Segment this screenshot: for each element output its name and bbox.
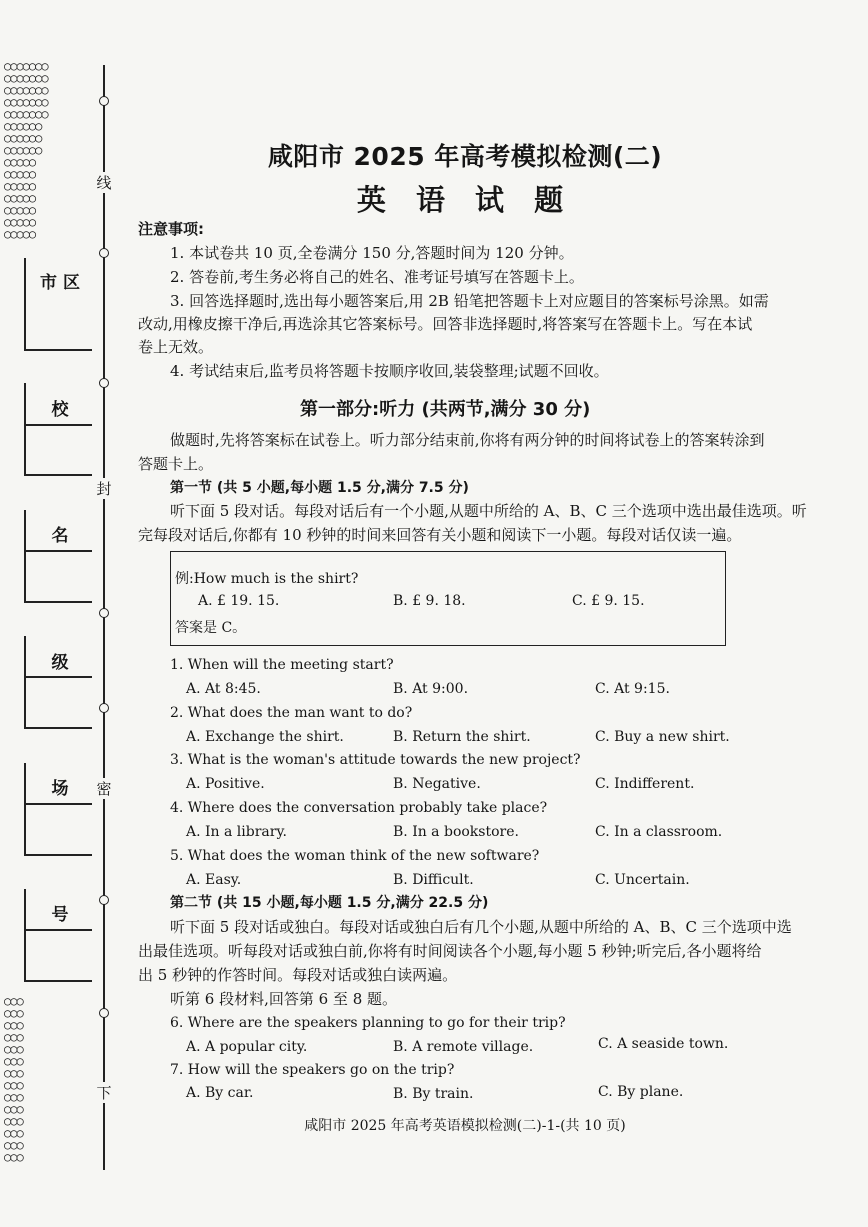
question-stem: 5. What does the woman think of the new software? [170,848,540,864]
binding-char: 下 [94,1082,114,1103]
section2-heading: 第二节 (共 15 小题,每小题 1.5 分,满分 22.5 分) [170,895,489,911]
option-a[interactable]: A. In a library. [186,824,287,840]
field-name-label: 名 [51,526,69,546]
exam-subtitle: 英 语 试 题 [356,183,574,217]
example-option-a: A. £ 19. 15. [198,593,280,609]
option-a[interactable]: A. By car. [186,1085,254,1101]
option-a[interactable]: A. Exchange the shirt. [186,729,344,745]
notice-item: 4. 考试结束后,监考员将答题卡按顺序收回,装袋整理;试题不回收。 [170,362,609,380]
perforation-dots-top: ○○○○○○○ ○○○○○○○ ○○○○○○○ ○○○○○○○ ○○○○○○○ ○○○○○○ ○○○○○○ ○○○○○○ ○○○○○ ○○○○○ ○○○○○ ○○○○○ ○○○○○ ○○○○○ ○○○○○ [4,59,48,241]
question-stem: 2. What does the man want to do? [170,705,413,721]
field-name-line[interactable] [24,550,92,552]
option-c[interactable]: C. By plane. [598,1084,684,1100]
field-number-line[interactable] [24,980,92,982]
part1-intro: 做题时,先将答案标在试卷上。听力部分结束前,你将有两分钟的时间将试卷上的答案转涂到 [170,431,765,449]
field-room-line[interactable] [24,803,92,805]
option-b[interactable]: B. Difficult. [393,872,474,888]
option-c[interactable]: C. At 9:15. [595,681,670,697]
part1-intro: 答题卡上。 [138,455,214,473]
section1-intro: 听下面 5 段对话。每段对话后有一个小题,从题中所给的 A、B、C 三个选项中选出最佳选项。听 [170,502,807,520]
notice-item: 1. 本试卷共 10 页,全卷满分 150 分,答题时间为 120 分钟。 [170,244,574,262]
binding-char: 密 [94,778,114,799]
option-a[interactable]: A. Positive. [186,776,265,792]
binding-circle [99,378,109,388]
option-a[interactable]: A. Easy. [186,872,242,888]
field-school-line[interactable] [24,424,92,426]
field-number-line[interactable] [24,929,92,931]
binding-circle [99,96,109,106]
binding-circle [99,895,109,905]
option-b[interactable]: B. At 9:00. [393,681,469,697]
section2-intro: 听下面 5 段对话或独白。每段对话或独白后有几个小题,从题中所给的 A、B、C 三个选项中选 [170,918,792,936]
option-b[interactable]: B. Negative. [393,776,481,792]
example-option-c: C. £ 9. 15. [572,593,645,609]
option-b[interactable]: B. By train. [393,1086,474,1102]
section2-intro: 出最佳选项。听每段对话或独白前,你将有时间阅读各个小题,每小题 5 秒钟;听完后,各小题将给 [138,942,762,960]
field-name-line[interactable] [24,601,92,603]
option-c[interactable]: C. Buy a new shirt. [595,729,730,745]
question-stem: 1. When will the meeting start? [170,657,394,673]
field-room-label: 场 [51,779,69,799]
option-c[interactable]: C. Uncertain. [595,872,690,888]
option-c[interactable]: C. Indifferent. [595,776,695,792]
binding-circle [99,248,109,258]
field-room-line[interactable] [24,854,92,856]
question-stem: 7. How will the speakers go on the trip? [170,1062,455,1078]
binding-circle [99,1008,109,1018]
example-answer: 答案是 C。 [175,620,247,636]
notice-heading: 注意事项: [138,220,204,238]
page-footer: 咸阳市 2025 年高考英语模拟检测(二)-1-(共 10 页) [304,1118,626,1134]
section2-intro: 出 5 秒钟的作答时间。每段对话或独白读两遍。 [138,966,458,984]
notice-item: 3. 回答选择题时,选出每小题答案后,用 2B 铅笔把答题卡上对应题目的答案标号涂黑。如需 [170,292,769,310]
section1-heading: 第一节 (共 5 小题,每小题 1.5 分,满分 7.5 分) [170,480,469,496]
perforation-dots-bottom: ○○○ ○○○ ○○○ ○○○ ○○○ ○○○ ○○○ ○○○ ○○○ ○○○ ○○○ ○○○ ○○○ ○○○ [4,994,23,1164]
exam-title: 咸阳市 2025 年高考模拟检测(二) [267,142,663,171]
question-stem: 3. What is the woman's attitude towards the new project? [170,752,581,768]
field-grade-line[interactable] [24,727,92,729]
field-city-label: 市 区 [40,273,80,293]
option-c[interactable]: C. A seaside town. [598,1036,729,1052]
binding-circle [99,703,109,713]
field-number-label: 号 [51,905,69,925]
example-question: 例:How much is the shirt? [175,571,359,587]
option-c[interactable]: C. In a classroom. [595,824,723,840]
part1-heading: 第一部分:听力 (共两节,满分 30 分) [300,399,591,420]
notice-item: 卷上无效。 [138,338,214,356]
field-school-label: 校 [51,400,69,420]
question-stem: 6. Where are the speakers planning to go for their trip? [170,1015,566,1031]
field-grade-label: 级 [51,653,69,673]
option-b[interactable]: B. Return the shirt. [393,729,531,745]
option-b[interactable]: B. A remote village. [393,1039,534,1055]
binding-circle [99,608,109,618]
notice-item: 改动,用橡皮擦干净后,再选涂其它答案标号。回答非选择题时,将答案写在答题卡上。写在本试 [138,315,753,333]
section2-material: 听第 6 段材料,回答第 6 至 8 题。 [170,990,398,1008]
section1-intro: 完每段对话后,你都有 10 秒钟的时间来回答有关小题和阅读下一小题。每段对话仅读一遍。 [138,526,742,544]
option-a[interactable]: A. At 8:45. [186,681,261,697]
option-b[interactable]: B. In a bookstore. [393,824,519,840]
field-grade-line[interactable] [24,676,92,678]
binding-char: 封 [94,478,114,499]
example-option-b: B. £ 9. 18. [393,593,466,609]
option-a[interactable]: A. A popular city. [186,1039,308,1055]
binding-char: 线 [94,172,114,193]
field-city-line[interactable] [24,349,92,351]
field-school-line[interactable] [24,474,92,476]
question-stem: 4. Where does the conversation probably take place? [170,800,548,816]
notice-item: 2. 答卷前,考生务必将自己的姓名、准考证号填写在答题卡上。 [170,268,584,286]
